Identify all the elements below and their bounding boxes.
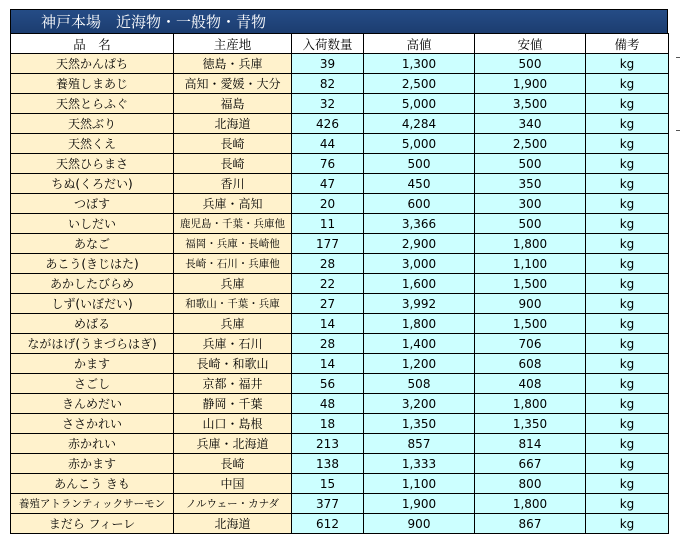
table-row [11,334,669,354]
table-row [11,474,669,494]
cell-low: 1,800 [475,494,586,514]
cell-note: kg [586,154,669,174]
header-note: 備考 [586,34,669,54]
cell-quantity: 426 [292,114,364,134]
cell-high: 5,000 [364,94,475,114]
cell-quantity: 28 [292,334,364,354]
cell-origin: 長崎 [174,134,292,154]
cell-low: 500 [475,54,586,74]
cell-name: つばす [11,194,174,214]
table-row [11,154,669,174]
cell-high: 1,300 [364,54,475,74]
cell-low: 2,500 [475,134,586,154]
cell-note: kg [586,174,669,194]
cell-low: 800 [475,474,586,494]
cell-note: kg [586,374,669,394]
cell-note: kg [586,474,669,494]
table-row [11,134,669,154]
table-row [11,174,669,194]
price-sheet [10,9,668,534]
cell-low: 900 [475,294,586,314]
cell-low: 1,900 [475,74,586,94]
header-low: 安値 [475,34,586,54]
cell-low: 1,800 [475,234,586,254]
cell-origin: 高知・愛媛・大分 [174,74,292,94]
cell-low: 867 [475,514,586,534]
cell-quantity: 377 [292,494,364,514]
cell-note: kg [586,274,669,294]
cell-high: 857 [364,434,475,454]
cell-origin: 北海道 [174,114,292,134]
cell-origin: 北海道 [174,514,292,534]
cell-name: 天然とらふぐ [11,94,174,114]
cell-note: kg [586,454,669,474]
cell-high: 3,200 [364,394,475,414]
cell-low: 340 [475,114,586,134]
cell-name: あんこう きも [11,474,174,494]
cell-high: 3,000 [364,254,475,274]
cell-name: かます [11,354,174,374]
cell-note: kg [586,54,669,74]
cell-note: kg [586,94,669,114]
sheet-title: 神戸本場 近海物・一般物・青物 [10,9,668,33]
cell-note: kg [586,254,669,274]
cell-high: 5,000 [364,134,475,154]
cell-name: ながはげ(うまづらはぎ) [11,334,174,354]
table-row [11,394,669,414]
cell-origin: 中国 [174,474,292,494]
cell-note: kg [586,114,669,134]
edge-mark [676,57,680,58]
cell-name: めばる [11,314,174,334]
cell-name: しず(いぼだい) [11,294,174,314]
cell-name: あなご [11,234,174,254]
cell-name: 赤かれい [11,434,174,454]
table-body [11,54,669,534]
cell-low: 350 [475,174,586,194]
cell-quantity: 138 [292,454,364,474]
cell-quantity: 82 [292,74,364,94]
cell-high: 2,500 [364,74,475,94]
cell-low: 1,500 [475,314,586,334]
cell-origin: 長崎 [174,454,292,474]
cell-low: 3,500 [475,94,586,114]
cell-note: kg [586,74,669,94]
cell-quantity: 28 [292,254,364,274]
cell-origin: 徳島・兵庫 [174,54,292,74]
cell-high: 900 [364,514,475,534]
cell-quantity: 32 [292,94,364,114]
cell-note: kg [586,414,669,434]
cell-origin: ノルウェー・カナダ [174,494,292,514]
cell-note: kg [586,294,669,314]
cell-origin: 福島 [174,94,292,114]
cell-high: 1,900 [364,494,475,514]
cell-name: 天然ぶり [11,114,174,134]
cell-origin: 鹿児島・千葉・兵庫他 [174,214,292,234]
table-row [11,114,669,134]
cell-note: kg [586,494,669,514]
cell-quantity: 14 [292,314,364,334]
cell-origin: 長崎・和歌山 [174,354,292,374]
cell-origin: 香川 [174,174,292,194]
edge-mark [676,130,680,131]
cell-note: kg [586,314,669,334]
cell-low: 500 [475,214,586,234]
cell-quantity: 76 [292,154,364,174]
cell-name: ささかれい [11,414,174,434]
cell-note: kg [586,214,669,234]
cell-note: kg [586,394,669,414]
cell-origin: 兵庫 [174,314,292,334]
header-high: 高値 [364,34,475,54]
cell-low: 500 [475,154,586,174]
cell-quantity: 177 [292,234,364,254]
cell-quantity: 15 [292,474,364,494]
cell-quantity: 39 [292,54,364,74]
cell-origin: 長崎 [174,154,292,174]
cell-note: kg [586,514,669,534]
cell-note: kg [586,354,669,374]
cell-low: 300 [475,194,586,214]
cell-high: 1,600 [364,274,475,294]
cell-low: 1,500 [475,274,586,294]
table-row [11,514,669,534]
table-row [11,454,669,474]
cell-note: kg [586,334,669,354]
table-row [11,374,669,394]
cell-quantity: 44 [292,134,364,154]
cell-quantity: 11 [292,214,364,234]
cell-origin: 山口・島根 [174,414,292,434]
cell-high: 600 [364,194,475,214]
header-name: 品 名 [11,34,174,54]
cell-quantity: 48 [292,394,364,414]
cell-origin: 兵庫・北海道 [174,434,292,454]
cell-note: kg [586,194,669,214]
cell-name: 天然ひらまさ [11,154,174,174]
cell-low: 408 [475,374,586,394]
cell-quantity: 18 [292,414,364,434]
table-row [11,214,669,234]
table-row [11,254,669,274]
table-row [11,354,669,374]
table-row [11,314,669,334]
price-table [10,33,669,534]
cell-quantity: 612 [292,514,364,534]
cell-high: 4,284 [364,114,475,134]
cell-name: ちぬ(くろだい) [11,174,174,194]
cell-name: 天然くえ [11,134,174,154]
cell-origin: 兵庫・高知 [174,194,292,214]
cell-note: kg [586,434,669,454]
cell-name: 養殖しまあじ [11,74,174,94]
cell-origin: 京都・福井 [174,374,292,394]
header-row [11,34,669,54]
cell-low: 814 [475,434,586,454]
cell-quantity: 47 [292,174,364,194]
table-row [11,194,669,214]
cell-name: さごし [11,374,174,394]
cell-high: 1,800 [364,314,475,334]
cell-note: kg [586,134,669,154]
cell-name: 養殖アトランティックサーモン [11,494,174,514]
cell-origin: 兵庫 [174,274,292,294]
table-row [11,294,669,314]
cell-name: きんめだい [11,394,174,414]
table-row [11,274,669,294]
cell-high: 3,992 [364,294,475,314]
cell-high: 1,350 [364,414,475,434]
header-quantity: 入荷数量 [292,34,364,54]
cell-quantity: 14 [292,354,364,374]
table-row [11,494,669,514]
cell-origin: 福岡・兵庫・長崎他 [174,234,292,254]
cell-high: 2,900 [364,234,475,254]
table-row [11,234,669,254]
cell-low: 706 [475,334,586,354]
cell-name: 赤かます [11,454,174,474]
table-row [11,74,669,94]
table-row [11,414,669,434]
cell-name: 天然かんぱち [11,54,174,74]
table-row [11,434,669,454]
header-origin: 主産地 [174,34,292,54]
cell-origin: 長崎・石川・兵庫他 [174,254,292,274]
cell-high: 500 [364,154,475,174]
cell-high: 508 [364,374,475,394]
cell-high: 3,366 [364,214,475,234]
cell-low: 1,100 [475,254,586,274]
table-row [11,54,669,74]
cell-origin: 和歌山・千葉・兵庫 [174,294,292,314]
cell-origin: 静岡・千葉 [174,394,292,414]
cell-name: いしだい [11,214,174,234]
cell-quantity: 27 [292,294,364,314]
cell-high: 1,200 [364,354,475,374]
cell-low: 667 [475,454,586,474]
table-row [11,94,669,114]
cell-quantity: 22 [292,274,364,294]
cell-quantity: 20 [292,194,364,214]
cell-low: 608 [475,354,586,374]
cell-name: まだら フィーレ [11,514,174,534]
cell-high: 1,100 [364,474,475,494]
cell-name: あこう(きじはた) [11,254,174,274]
cell-high: 1,400 [364,334,475,354]
cell-name: あかしたびらめ [11,274,174,294]
cell-quantity: 213 [292,434,364,454]
cell-origin: 兵庫・石川 [174,334,292,354]
cell-low: 1,800 [475,394,586,414]
cell-note: kg [586,234,669,254]
cell-high: 450 [364,174,475,194]
cell-quantity: 56 [292,374,364,394]
cell-low: 1,350 [475,414,586,434]
cell-high: 1,333 [364,454,475,474]
